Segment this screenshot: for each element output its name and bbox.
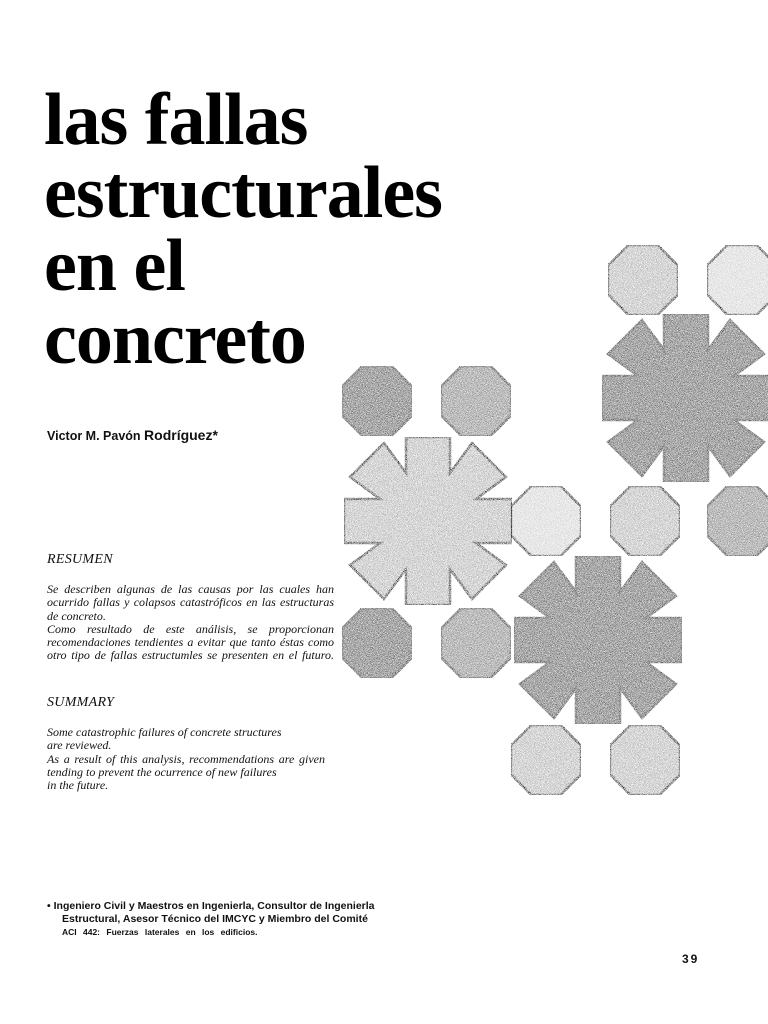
summary-line: As a result of this analysis, recommendations are given (47, 751, 325, 766)
resumen-line: de concreto. (47, 608, 106, 623)
octagon-tile (511, 725, 581, 795)
summary-line: are reviewed. (47, 738, 112, 753)
summary-line: in the future. (47, 778, 109, 793)
footnote-marker: • (47, 900, 51, 912)
octagon-tile (610, 725, 680, 795)
octagon-tile (342, 608, 412, 678)
octagon-tile (441, 366, 511, 436)
author-name: Victor M. Pavón (47, 429, 141, 443)
summary-line: Some catastrophic failures of concrete structures (47, 725, 282, 739)
resumen-heading: RESUMEN (47, 552, 113, 567)
resumen-line: ocurrido fallas y colapsos catastróficos en las estructuras (47, 595, 334, 610)
octagon-tile (707, 486, 768, 556)
author-footnote (47, 900, 375, 939)
octagon-tile (441, 608, 511, 678)
title-line: concreto (44, 298, 306, 380)
footnote-line: ACI 442: Fuerzas laterales en los edificios. (62, 927, 258, 937)
author-surname: Rodríguez* (144, 427, 218, 443)
star-tile (602, 314, 768, 482)
resumen-line: Como resultado de este análisis, se proporcionan (47, 621, 334, 636)
resumen-line: recomendaciones tendientes a evitar que tanto éstas como (47, 635, 334, 650)
title-line: estructurales (44, 152, 442, 234)
octagon-tile (608, 245, 678, 315)
octagon-tile (342, 366, 412, 436)
summary-heading: SUMMARY (47, 695, 115, 710)
star-tile (344, 437, 512, 605)
octagon-tile (610, 486, 680, 556)
star-tile (514, 556, 682, 724)
summary-line: tending to prevent the ocurrence of new failures (47, 764, 277, 779)
resumen-line: Se describen algunas de las causas por las cuales han (47, 582, 334, 596)
octagon-tile (511, 486, 581, 556)
tile-group (342, 245, 768, 795)
title-line: las fallas (44, 79, 308, 161)
title-line: en el (44, 225, 185, 307)
octagon-tile (707, 245, 768, 315)
footnote-line: Estructural, Asesor Técnico del IMCYC y Miembro del Comité (62, 913, 368, 925)
page-number: 39 (682, 952, 700, 966)
footnote-line: Ingeniero Civil y Maestros en Ingenierla, Consultor de Ingenierla (53, 900, 375, 912)
resumen-line: otro tipo de fallas estructumles se presenten en el futuro. (47, 648, 334, 663)
